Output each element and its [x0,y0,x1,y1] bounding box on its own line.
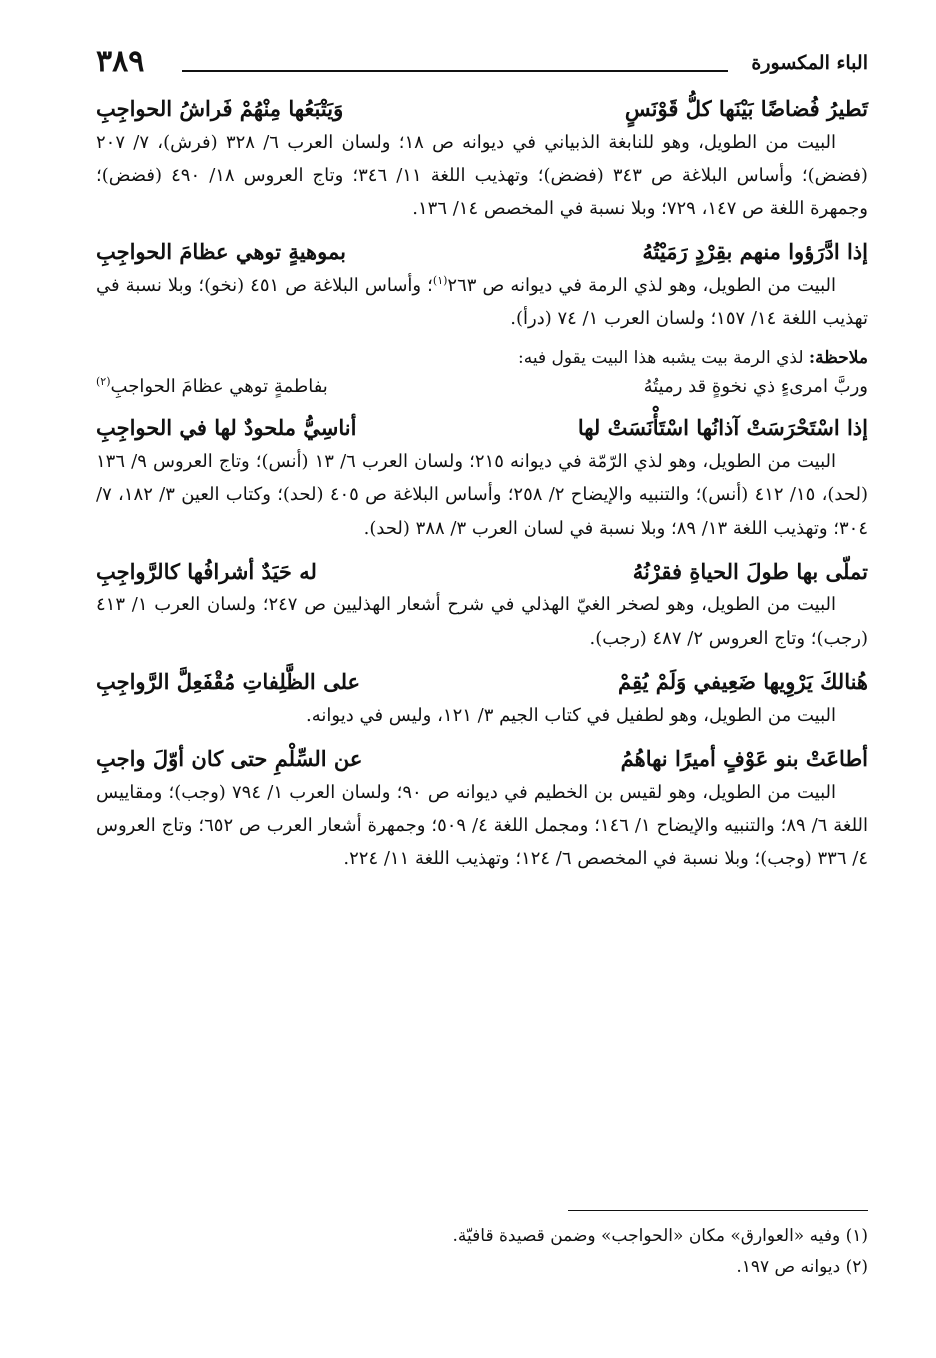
citation-text: ؛ وأساس البلاغة ص ٤٥١ (نخو)؛ وبلا نسبة في تهذيب اللغة ١٤/ ١٥٧؛ ولسان العرب ١/ ٧٤ (درأ). [96,275,868,330]
note-verse [96,373,868,402]
citation-paragraph: البيت من الطويل، وهو لقيس بن الخطيم في ديوانه ص ٩٠؛ ولسان العرب ١/ ٧٩٤ (وجب)؛ ومقاييس اللغة ٦/ ٨٩؛ والتنبيه والإيضاح ١/ ١٤٦؛ ومجمل اللغة ٤/ ٥٠٩؛ وجمهرة أشعار العرب ص ٦٥٢؛ وتاج العروس ٤/ ٣٣٦ (وجب)؛ وبلا نسبة في المخصص ٦/ ١٢٤؛ وتهذيب اللغة ١١/ ٢٢٤. [96,781,869,870]
verse-first-hemistich: إذا ادَّرَؤوا منهم بقِرْدٍ رَمَيْتُهُ [642,239,868,265]
verse-2 [96,235,868,269]
note-text: لذي الرمة بيت يشبه هذا البيت يقول فيه: [518,347,809,368]
footnote-rule [568,1210,868,1211]
verse-6 [96,742,868,776]
verse-first-hemistich: وربَّ امرىءٍ ذي نخوةٍ قد رميتُهُ [643,375,868,397]
note-verse-text: بفاطمةٍ توهي عظامَ الحواجبِ [110,375,328,397]
header-rule [182,70,728,72]
footnote-ref[interactable]: (١) [432,274,448,288]
verse-second-hemistich: أناسِيُّ ملحودٌ لها في الحواجِبِ [96,415,357,441]
verse-second-hemistich: على الظَّلِفاتِ مُقْفَعِلَّ الرَّواجِبِ [96,669,361,695]
citation-paragraph [96,269,868,336]
citation-text: البيت من الطويل، وهو لذي الرمة في ديوانه ص ٢٦٣ [447,275,836,297]
footnotes [96,1210,868,1281]
page-number: ٣٨٩ [96,44,145,79]
running-header [96,38,868,82]
verse-second-hemistich: عن السِّلْمِ حتى كان أوّلَ واجبِ [96,745,363,771]
verse-second-hemistich: وَيَتْبَعُها مِنْهُمْ فَراشُ الحواجِبِ [96,96,344,121]
verse-first-hemistich: هُنالكَ يَرْوِيها ضَعِيفي وَلَمْ يُقِمْ [617,669,868,695]
citation-paragraph: البيت من الطويل، وهو لذي الرّمّة في ديوانه ٢١٥؛ ولسان العرب ٦/ ١٣ (أنس)؛ وتاج العروس ٩/ ١٣٦ (لحد)، ١٥/ ٤١٢ (أنس)؛ والتنبيه والإيضاح ٢/ ٢٥٨؛ وأساس البلاغة ص ٤٠٥ (لحد)؛ وكتاب العين ٣/ ١٨٢، ٧/ ٣٠٤؛ وتهذيب اللغة ١٣/ ٨٩؛ وبلا نسبة في لسان العرب ٣/ ٣٨٨ (لحد). [96,450,869,539]
verse-5 [96,665,868,699]
chapter-title: الباء المكسورة [751,52,868,74]
citation-paragraph: البيت من الطويل، وهو لصخر الغيّ الهذلي في شرح أشعار الهذليين ص ٢٤٧؛ ولسان العرب ١/ ٤١٣ (رجب)؛ وتاج العروس ٢/ ٤٨٧ (رجب). [96,594,868,649]
note-paragraph [96,344,868,373]
footnote-2: (٢) ديوانه ص ١٩٧. [736,1257,868,1278]
verse-first-hemistich: تملّى بها طولَ الحياةِ فقرْنُهُ [632,558,868,584]
verse-4 [96,555,868,589]
citation-paragraph: البيت من الطويل، وهو لطفيل في كتاب الجيم ٣/ ١٢١، وليس في ديوانه. [306,704,836,726]
verse-second-hemistich: بموهيةٍ توهي عظامَ الحواجِبِ [96,239,346,265]
verse-first-hemistich: أطاعَتْ بنو عَوْفٍ أميرًا نهاهُمُ [620,745,868,771]
verse-1 [96,92,868,126]
verse-first-hemistich: إذا اسْتَحْرَسَتْ آذانُها اسْتَأْنَسَتْ لها [577,415,868,441]
verse-second-hemistich: له حَيَدٌ أشرافُها كالرَّواجِبِ [96,558,317,584]
note-label: ملاحظة: [808,347,868,368]
verse-second-hemistich [96,373,328,402]
citation-paragraph: البيت من الطويل، وهو للنابغة الذبياني في ديوانه ص ١٨؛ ولسان العرب ٦/ ٣٢٨ (فرش)، ٧/ ٢٠٧ (فضض)؛ وأساس البلاغة ص ٣٤٣ (فضض)؛ وتهذيب اللغة ١١/ ٣٤٦؛ وتاج العروس ١٨/ ٤٩٠ (فضض)؛ وجمهرة اللغة ص ١٤٧، ٧٢٩؛ وبلا نسبة في المخصص ١٤/ ١٣٦. [96,131,868,220]
verse-3 [96,411,868,445]
verse-first-hemistich: تَطيرُ فُضاضًا بَيْنَها كلُّ قَوْنَسٍ [624,96,868,121]
footnote-1: (١) وفيه «العوارق» مكان «الحواجب» وضمن قصيدة قافيّة. [452,1226,868,1246]
footnote-ref[interactable]: (٢) [96,374,111,388]
page-content [96,38,868,875]
